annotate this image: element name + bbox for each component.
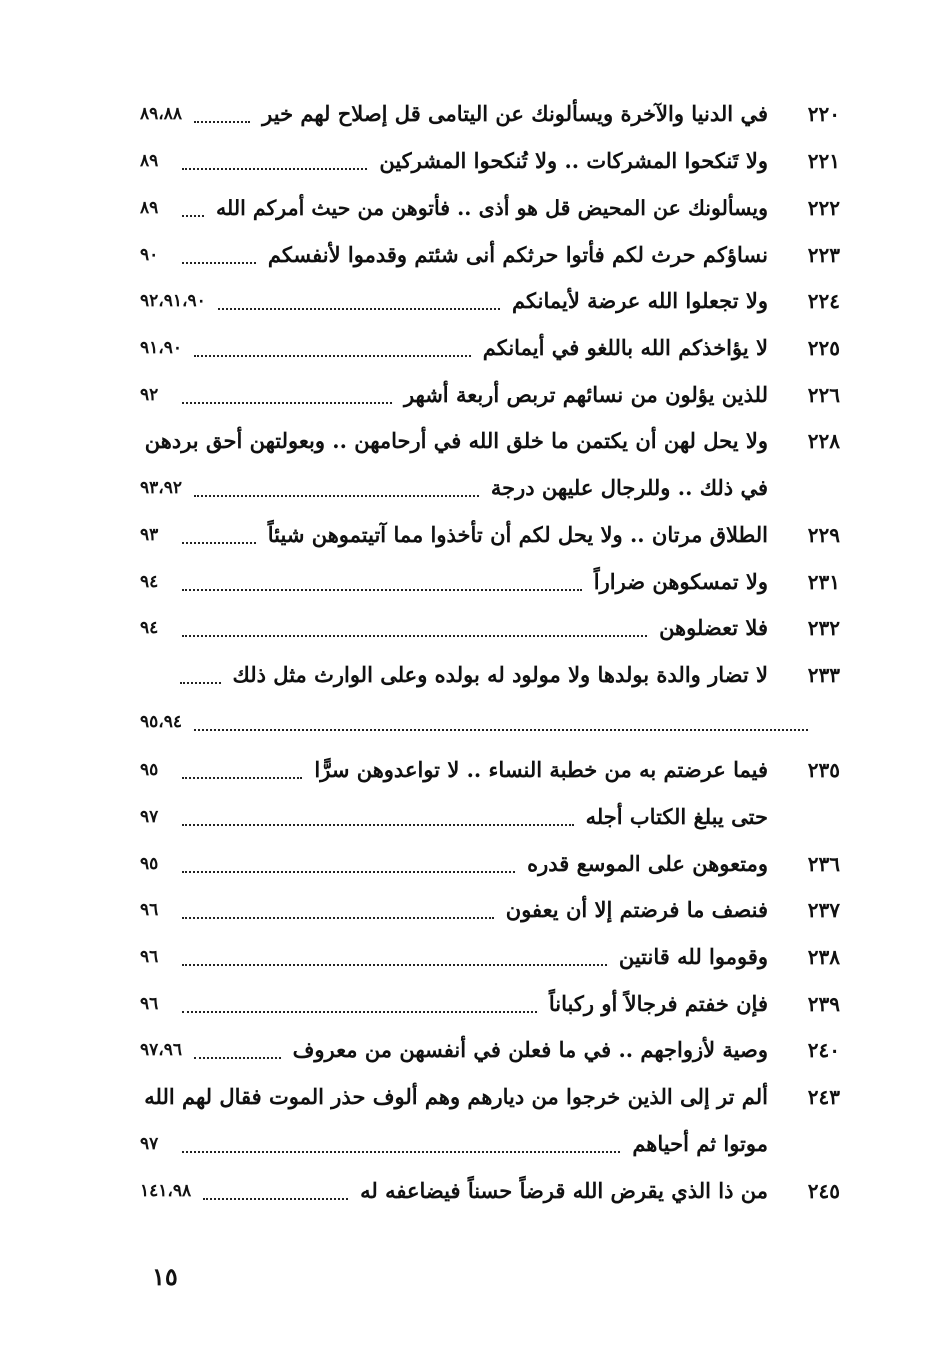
verse-number: ٢٣٥ [807,758,840,782]
index-entry [140,421,840,461]
index-entry [140,94,840,134]
index-entry [140,655,840,695]
dot-leader [180,682,221,684]
page-refs: ٨٩ [140,151,159,171]
verse-number: ٢٢٨ [807,429,840,453]
dot-leader [194,121,250,123]
index-entry [140,890,840,930]
entry-text: لا يؤاخذكم الله باللغو في أيمانكم [482,335,768,360]
verse-number: ٢٤٣ [807,1085,840,1109]
index-entry [140,188,840,228]
page-refs: ٩٥ [140,760,159,780]
dot-leader [182,589,582,591]
entry-text: للذين يؤلون من نسائهم تربص أربعة أشهر [403,382,768,407]
entry-text: لا تضار والدة بولدها ولا مولود له بولده وعلى الوارث مثل ذلك [232,662,768,687]
index-entry [140,608,840,648]
entry-text: ويسألونك عن المحيض قل هو أذى .. فأتوهن من حيث أمركم الله [216,196,768,220]
page-refs: ٩٣،٩٢ [140,478,183,498]
verse-number: ٢٣١ [807,570,840,594]
dot-leader [182,777,302,779]
dot-leader [182,402,392,404]
entry-text: فإن خفتم فرجالاً أو ركباناً [548,991,768,1016]
index-entry [140,328,840,368]
verse-number: ٢٢٢ [807,196,840,220]
page-refs: ٩٦ [140,947,159,967]
page-number: ١٥ [152,1262,178,1291]
verse-number: ٢٤٥ [807,1179,840,1203]
entry-text: ألم تر إلى الذين خرجوا من ديارهم وهم ألوف حذر الموت فقال لهم الله [144,1084,768,1109]
page-refs: ٩٣ [140,525,159,545]
entry-text: من ذا الذي يقرض الله قرضاً حسناً فيضاعفه له [360,1178,768,1203]
dot-leader [194,495,479,497]
verse-number: ٢٢١ [807,149,840,173]
page-refs: ٩٢ [140,385,159,405]
index-entry [140,984,840,1024]
index-entry-continuation [140,468,840,508]
entry-text: ولا يحل لهن أن يكتمن ما خلق الله في أرحامهن .. وبعولتهن أحق بردهن [144,428,768,453]
page-refs: ٩٠ [140,245,159,265]
dot-leader [182,1151,620,1153]
dot-leader [194,729,808,731]
verse-number: ٢٢٩ [807,523,840,547]
verse-number: ٢٣٩ [807,992,840,1016]
index-entry-continuation [140,702,840,742]
verse-number: ٢٣٣ [807,663,840,687]
entry-text: في الدنيا والآخرة ويسألونك عن اليتامى قل إصلاح لهم خير [262,101,768,126]
verse-number: ٢٢٦ [807,383,840,407]
verse-number: ٢٢٥ [807,336,840,360]
dot-leader [182,262,256,264]
verse-number: ٢٣٨ [807,945,840,969]
dot-leader [194,1057,281,1059]
dot-leader [182,542,256,544]
index-entry [140,750,840,790]
page-refs: ٩٤ [140,618,159,638]
verse-number: ٢٣٦ [807,852,840,876]
index-entry-continuation [140,1124,840,1164]
entry-text: ومتعوهن على الموسع قدره [527,851,768,876]
page-refs: ٩٧ [140,807,159,827]
entry-text: الطلاق مرتان .. ولا يحل لكم أن تأخذوا مما آتيتموهن شيئاً [267,522,768,547]
entry-text: في ذلك .. وللرجال عليهن درجة [490,475,768,500]
dot-leader [182,917,494,919]
verse-number: ٢٤٠ [807,1038,840,1062]
page-refs: ٩٦ [140,994,159,1014]
page-refs: ٩٦ [140,900,159,920]
entry-text: وقوموا لله قانتين [618,944,768,969]
dot-leader [182,635,647,637]
entry-text: ولا تمسكوهن ضراراً [593,569,768,594]
verse-number: ٢٣٧ [807,898,840,922]
verse-number: ٢٢٣ [807,243,840,267]
page-refs: ٩٥ [140,854,159,874]
page-refs: ٩٥،٩٤ [140,712,183,732]
dot-leader [203,1198,348,1200]
index-entry [140,375,840,415]
dot-leader [182,168,367,170]
entry-text: فيما عرضتم به من خطبة النساء .. لا تواعدوهن سرًّا [314,757,768,782]
dot-leader [194,355,471,357]
entry-text: فلا تعضلوهن [659,615,768,640]
entry-text: وصية لأزواجهم .. في ما فعلن في أنفسهن من معروف [292,1037,768,1062]
entry-text: ولا تَنكحوا المشركات .. ولا تُنكحوا المشركين [379,148,768,173]
index-entry [140,1171,840,1211]
index-entry [140,235,840,275]
index-entry [140,141,840,181]
page-refs: ٨٩،٨٨ [140,104,183,124]
dot-leader [182,215,204,217]
dot-leader [182,871,515,873]
entry-text: فنصف ما فرضتم إلا أن يعفون [505,897,768,922]
index-entry-continuation [140,797,840,837]
page-refs: ١٤١،٩٨ [140,1181,192,1201]
entry-text: ولا تجعلوا الله عرضة لأيمانكم [512,288,768,313]
index-entry [140,562,840,602]
dot-leader [218,308,500,310]
page-refs: ٩١،٩٠ [140,338,183,358]
index-entry [140,937,840,977]
dot-leader [182,964,607,966]
index-entry [140,281,840,321]
index-entry [140,515,840,555]
verse-number: ٢٢٤ [807,289,840,313]
verse-number: ٢٢٠ [807,102,840,126]
index-entry [140,844,840,884]
page-refs: ٩٢،٩١،٩٠ [140,291,206,311]
index-entry [140,1077,840,1117]
index-entry [140,1030,840,1070]
page-refs: ٩٧،٩٦ [140,1040,183,1060]
entry-text: موتوا ثم أحياهم [632,1131,768,1156]
entry-text: حتى يبلغ الكتاب أجله [585,804,768,829]
dot-leader [182,824,574,826]
page-refs: ٩٤ [140,572,159,592]
entry-text: نساؤكم حرث لكم فأتوا حرثكم أنى شئتم وقدموا لأنفسكم [267,242,768,267]
page-refs: ٩٧ [140,1134,159,1154]
page-refs: ٨٩ [140,198,159,218]
verse-number: ٢٣٢ [807,616,840,640]
dot-leader [182,1011,537,1013]
